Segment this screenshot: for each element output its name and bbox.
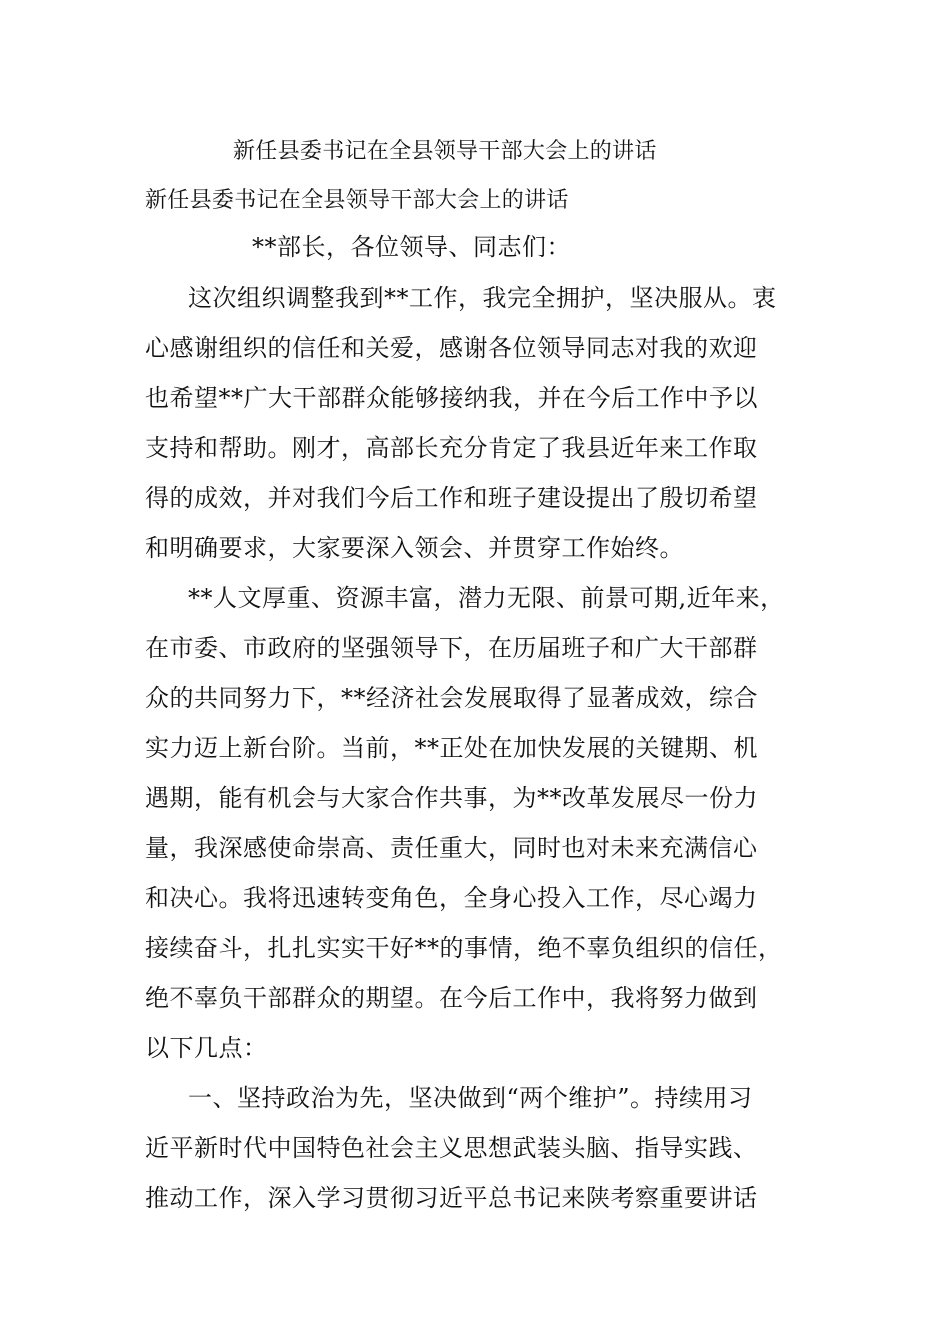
paragraph-line: 心感谢组织的信任和关爱，感谢各位领导同志对我的欢迎 — [145, 334, 758, 362]
paragraph-line: 支持和帮助。刚才，高部长充分肯定了我县近年来工作取 — [145, 434, 758, 462]
paragraph-line: 接续奋斗，扎扎实实干好**的事情，绝不辜负组织的信任， — [145, 934, 783, 962]
section-heading-line: 一、坚持政治为先，坚决做到“两个维护”。持续用习 — [188, 1084, 753, 1112]
paragraph-line: 实力迈上新台阶。当前，**正处在加快发展的关键期、机 — [145, 734, 758, 762]
salutation-line: **部长，各位领导、同志们： — [252, 233, 571, 261]
paragraph-line: 和决心。我将迅速转变角色，全身心投入工作，尽心竭力 — [145, 884, 758, 912]
paragraph-line: 也希望**广大干部群众能够接纳我，并在今后工作中予以 — [145, 384, 758, 412]
paragraph-line: **人文厚重、资源丰富，潜力无限、前景可期,近年来， — [188, 584, 785, 612]
paragraph-line: 在市委、市政府的坚强领导下，在历届班子和广大干部群 — [145, 634, 758, 662]
paragraph-line: 推动工作，深入学习贯彻习近平总书记来陕考察重要讲话 — [145, 1184, 758, 1212]
paragraph-line: 量，我深感使命崇高、责任重大，同时也对未来充满信心 — [145, 834, 758, 862]
document-title-centered: 新任县委书记在全县领导干部大会上的讲话 — [233, 139, 657, 164]
paragraph-line: 绝不辜负干部群众的期望。在今后工作中，我将努力做到 — [145, 984, 758, 1012]
paragraph-line: 遇期，能有机会与大家合作共事，为**改革发展尽一份力 — [145, 784, 758, 812]
document-title-repeated: 新任县委书记在全县领导干部大会上的讲话 — [145, 188, 569, 213]
paragraph-line: 近平新时代中国特色社会主义思想武装头脑、指导实践、 — [145, 1134, 758, 1162]
paragraph-line: 和明确要求，大家要深入领会、并贯穿工作始终。 — [145, 534, 684, 562]
paragraph-line: 众的共同努力下，**经济社会发展取得了显著成效，综合 — [145, 684, 758, 712]
paragraph-line: 以下几点： — [145, 1034, 268, 1062]
paragraph-line: 得的成效，并对我们今后工作和班子建设提出了殷切希望 — [145, 484, 758, 512]
paragraph-line: 这次组织调整我到**工作，我完全拥护，坚决服从。衷 — [188, 284, 777, 312]
